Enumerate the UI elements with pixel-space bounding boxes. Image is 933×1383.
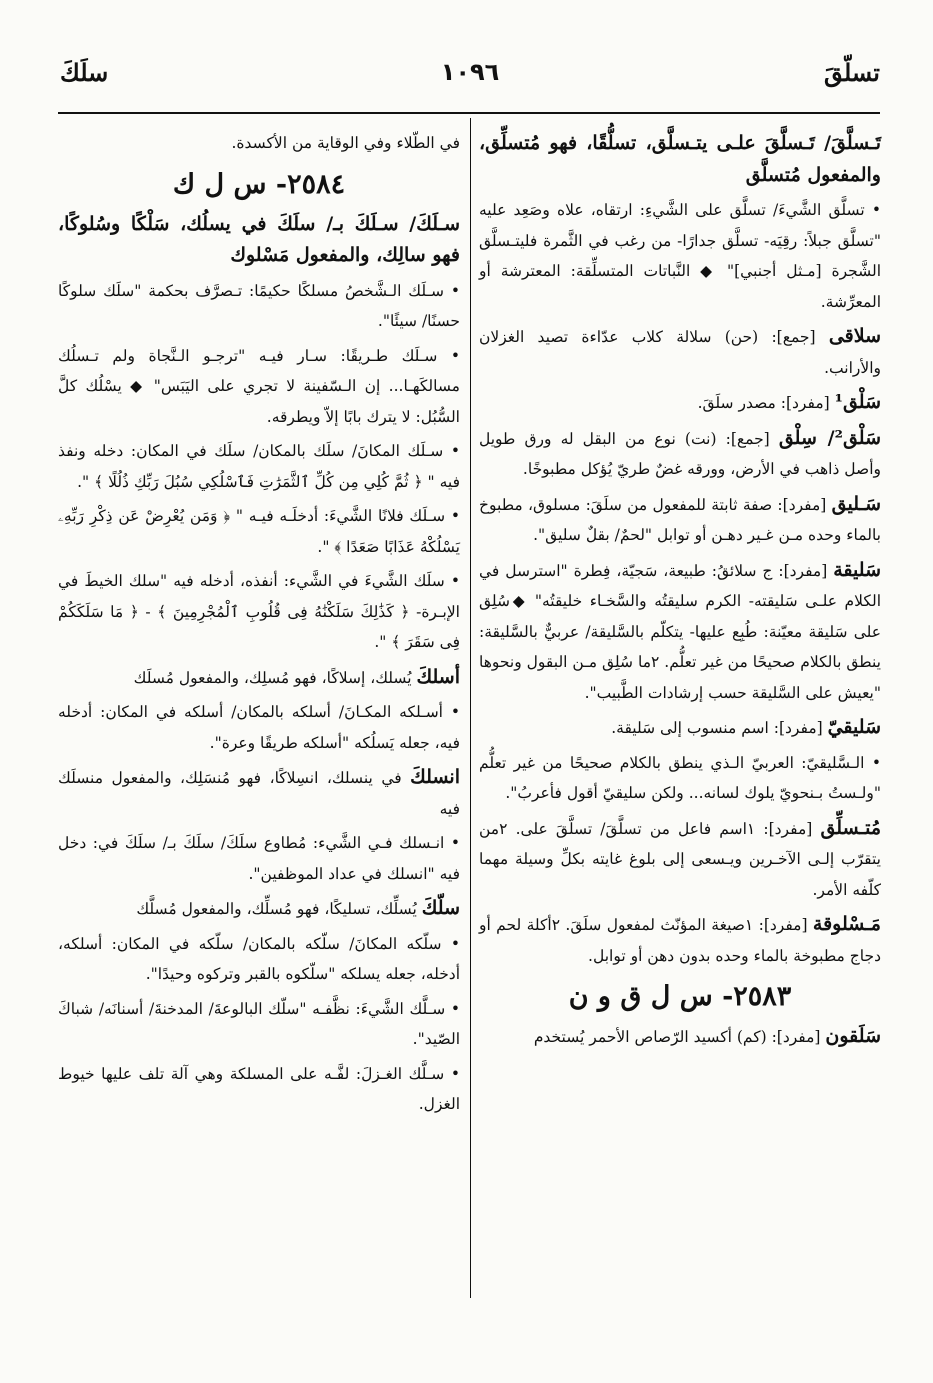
entry-headword: مَـسْلوقة	[812, 913, 881, 935]
entry-text: • سـلَك فلانًا الشَّيءَ: أدخلَـه فيـه " ﴿ وَمَن يُعْرِضْ عَن ذِكْرِ رَبِّهِۦ يَسْلُكْهُ عَذَابًا صَعَدًا ﴾ ".	[58, 507, 460, 556]
entry-text: [مفرد]: ج سلائقُ: طبيعة، سَجيّة، فِطرة "استرسل في الكلام علـى سَليقته- الكرم سليقتُه والسَّخـاء خليقتُه" ◆سُلِق على سَليقة معيّنة: طُبِع عليها- يتكلّم بالسَّليقة/ عربيٌّ بالسَّليقة: ينطق بالكلام صحيحًا من غير تعلُّم. ٢ما سُلِق مـن البقول ونحوها "يعيش على السَّليقة حسب إرشادات الطَّبيب".	[479, 561, 881, 702]
entry-paragraph	[58, 828, 460, 889]
entry-headword: سَلْق¹	[834, 391, 881, 413]
entry-text: [جمع]: (حن) سلالة كلاب عدّاءة تصيد الغزلان والأرانب.	[479, 328, 881, 377]
entry-paragraph	[58, 697, 460, 758]
entry-headword: سَلْق²/ سِلْق	[778, 426, 881, 449]
entry-headword: انسلكَ	[410, 766, 460, 788]
entry-paragraph	[58, 1059, 460, 1120]
entry-paragraph	[58, 893, 460, 925]
root-heading: ٢٥٨٣- س ل ق و ن	[568, 981, 792, 1012]
entry-text: • سـلَك طـريقًا: سـار فيـه "ترجـو الـنَّجاة ولم تـسلُك مسالكَهـا... إن الـسّفينة لا تجري على اليَبَس" ◆ يسْلُك كلَّ السُّبُل: لا يترك بابًا إلاّ ويطرقه.	[58, 346, 460, 426]
entry-text: • سلَك الشَّيءَ في الشَّيء: أنفذه، أدخله فيه "سلك الخيطَ في الإبـرة- ﴿ كَذَٰلِكَ سَلَكْنَٰهُ فِى قُلُوبِ ٱلْمُجْرِمِينَ ﴾ - ﴿ مَا سَلَكَكُمْ فِى سَقَرَ ﴾ ".	[58, 572, 460, 651]
entry-paragraph	[479, 321, 881, 383]
entry-paragraph	[479, 128, 881, 191]
entry-paragraph	[479, 909, 881, 971]
entry-headword: مُتـسلِّق	[820, 816, 881, 839]
entry-paragraph	[479, 813, 881, 906]
entry-paragraph	[479, 748, 881, 809]
entry-text: • انـسلك فـي الشَّيء: مُطاوع سلَكَ/ سلَكَ بـ/ سلَكَ في: دخل فيه "انسلك في عداد الموظفين".	[58, 834, 460, 883]
left-column	[58, 128, 460, 1124]
entry-paragraph	[58, 762, 460, 824]
entry-text: في الطّلاء وفي الوقاية من الأكسدة.	[231, 134, 460, 152]
entry-headword: سَليقة	[833, 558, 881, 581]
entry-text: [مفرد]: (كم) أكسيد الرّصاص الأحمر يُستخدم	[533, 1028, 826, 1046]
entry-paragraph	[479, 195, 881, 317]
entry-headword: سَلَقون	[825, 1025, 881, 1047]
entry-headword: سلّكَ	[421, 897, 460, 919]
entry-text: • الـسَّليقيّ: العربيّ الـذي ينطق بالكلام صحيحًا من غير تعلُّم "ولـستُ بـنحويّ يلوك لسانه... ولكن سليقيّ أقول فأعربُ".	[479, 753, 881, 802]
entry-text: • سـلَك الـشَّخصُ مسلكًا حكيمًا: تـصرَّف بحكمة "سلَك سلوكًا حسنًا/ سيئًا".	[58, 281, 460, 330]
entry-text: • تسلَّق الشَّيءَ/ تسلَّق على الشَّيءِ: ارتقاه، علاه وصَعِد عليه "تسلَّق جبلاً: رقِيَه- تسلَّق جدارًا- من رغب في الثَّمرة فليتـسلَّق الشَّجرة [مـثل أجنبي]" ◆ النَّباتات المتسلِّقة: المعترشة أو المعرِّشة.	[479, 201, 881, 311]
entry-paragraph	[479, 555, 881, 709]
entry-paragraph	[479, 387, 881, 419]
entry-text: • سـلَك المكانَ/ سلَك بالمكان/ سلَك في المكان: دخله ونفذ فيه " ﴿ ثُمَّ كُلِي مِن كُلِّ ٱلثَّمَرَٰتِ فَٱسْلُكِي سُبُلَ رَبِّكِ ذُلُلًا ﴾ ".	[58, 442, 460, 491]
entry-text: • سلّكه المكانَ/ سلّكه بالمكان/ سلّكه في المكان: أسلكه، أدخله، جعله يسلكه "سلّكوه بالقبر وتركوه وحيدًا".	[58, 934, 460, 983]
entry-text: • أسـلكه المكـانَ/ أسلكه بالمكان/ أسلكه في المكان: أدخله فيه، جعله يَسلُكه "أسلكه طريقًا وعرة".	[58, 703, 460, 752]
left-running-head: سلَكَ	[60, 58, 109, 87]
entry-headword: سـلَكَ/ سـلَكَ بـ/ سلَكَ في يسلُك، سَلْكًا وسُلوكًا، فهو سالِك، والمفعول مَسْلوك	[58, 212, 460, 266]
entry-paragraph	[58, 662, 460, 694]
entry-paragraph	[58, 501, 460, 562]
entry-text: [مفرد]: مصدر سلَقَ.	[697, 394, 835, 412]
entry-text: يُسلك، إسلاكًا، فهو مُسلِك، والمفعول مُسلَك	[133, 668, 417, 687]
entry-headword: أسلكَ	[416, 665, 460, 688]
entry-paragraph	[479, 489, 881, 551]
header-rule	[58, 112, 880, 114]
entry-text: يُسلِّك، تسليكًا، فهو مُسلِّك، والمفعول مُسلَّك	[136, 900, 422, 918]
right-column	[479, 128, 881, 1057]
entry-headword: تَـسلَّقَ/ تَـسلَّقَ علـى يتـسلَّق، تسلُّقًا، فهو مُتسلِّق، والمفعول مُتسلَّق	[479, 132, 881, 186]
entry-text: [جمع]: (نت) نوع من البقل له ورق طويل وأصل ذاهب في الأرض، وورقه غضٌ طريّ يُؤكل مطبوخًا.	[479, 429, 881, 478]
entry-text: • سـلَّك الغـزلَ: لفَّـه على المسلكة وهي آلة تلف عليها خيوط الغزل.	[58, 1064, 460, 1113]
entry-headword: سَـليق	[831, 492, 881, 515]
right-running-head: تسلّقَ	[823, 58, 880, 87]
column-divider	[470, 118, 471, 1298]
entry-paragraph	[58, 209, 460, 272]
entry-paragraph	[58, 436, 460, 497]
entry-paragraph	[58, 994, 460, 1055]
entry-paragraph	[58, 276, 460, 337]
page-number: ١٠٩٦	[440, 58, 500, 86]
entry-paragraph	[58, 341, 460, 433]
entry-text: [مفرد]: ١اسم فاعل من تسلَّقَ/ تسلَّقَ على. ٢من يتقرّب إلـى الآخـرين ويـسعى إلى بلوغ غايته بكلِّ وسيلة مهما كلّفه الأمر.	[479, 819, 881, 899]
entry-paragraph	[479, 712, 881, 744]
entry-headword: سلاقى	[828, 325, 881, 347]
root-heading: ٢٥٨٤- س ل ك	[172, 168, 346, 200]
entry-text: [مفرد]: صفة ثابتة للمفعول من سلَقَ: مسلوق، مطبوخ بالماء وحده مـن غـير دهـن أو توابل "لحمٌ/ بقلٌ سليق".	[479, 495, 881, 544]
entry-paragraph	[479, 423, 881, 485]
entry-paragraph	[58, 128, 460, 159]
page-header	[60, 58, 880, 98]
entry-text: في ينسلك، انسِلاكًا، فهو مُنسَلِك، والمفعول منسلَك فيه	[58, 769, 460, 818]
entry-text: • سـلَّك الشَّيءَ: نظَّفـه "سلّك البالوعةَ/ المدخنةَ/ أسنانَه/ شباكَ الصّيد".	[58, 999, 460, 1048]
entry-paragraph	[58, 566, 460, 658]
entry-text: [مفرد]: ١صيغة المؤنّث لمفعول سلَقَ. ٢أكلة لحم أو دجاج مطبوخة بالماء وحده بدون دهن أو توابل.	[479, 916, 881, 965]
entry-text: [مفرد]: اسم منسوب إلى سَليقة.	[611, 719, 828, 737]
entry-headword: سَليقيّ	[827, 716, 881, 738]
entry-paragraph	[479, 1021, 881, 1053]
entry-paragraph	[58, 929, 460, 990]
